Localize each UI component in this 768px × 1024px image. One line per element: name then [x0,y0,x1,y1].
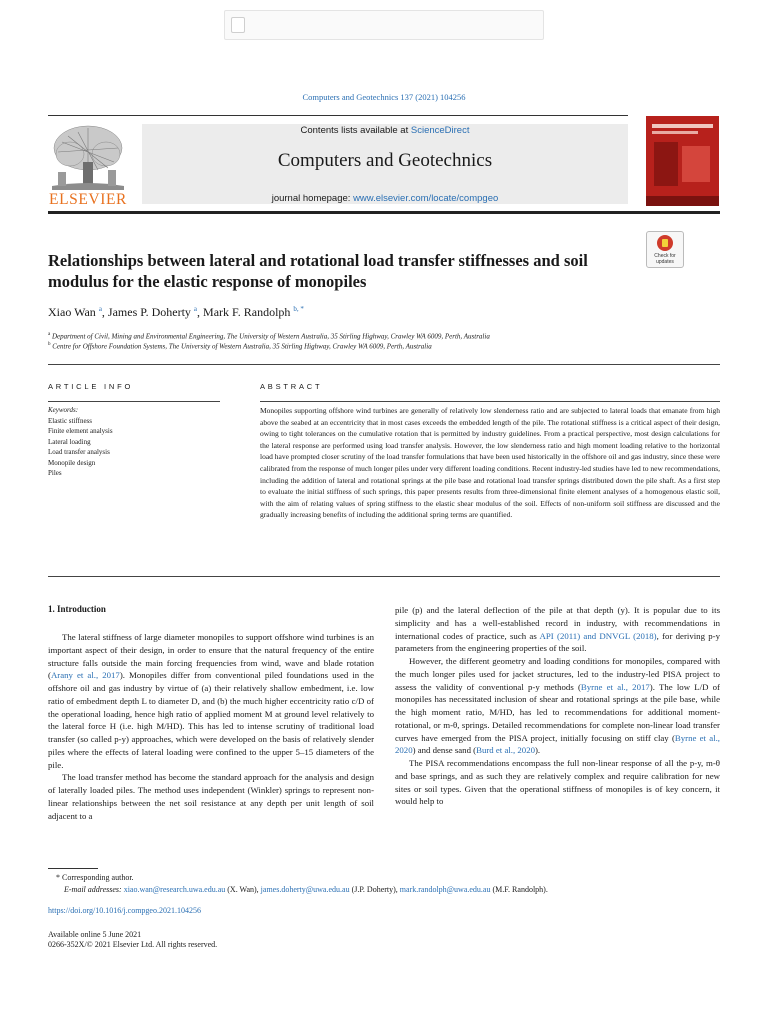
citation-link[interactable]: Byrne et al., 2020 [395,732,720,756]
citation-link[interactable]: Arany et al., 2017 [50,670,120,681]
paragraph: However, the different geometry and loading conditions for monopiles, compared with the much longer piles used for jacket structures, led to the industry-led PISA project to assess the validity of conventional p-y methods (Byrne et al., 2017). The low L/D of monopiles has necessitated inclusion of shear and rotational springs at the pile base, while the high moment ratio, M/HD, has led to recommendations for additional moment-rotational, or m-θ, springs. Detailed recommendations for complete non-linear load transfer curves have emerged from the PISA project, initially focusing on stiff clay (Byrne et al., 2020) and dense sand (Burd et al., 2020). [395,656,720,756]
citation-link[interactable]: API (2011) and DNVGL (2018) [539,630,657,641]
available-online: Available online 5 June 2021 [48,930,142,939]
contents-line [142,125,628,136]
copyright: 0266-352X/© 2021 Elsevier Ltd. All rights reserved. [48,940,218,949]
journal-homepage [142,193,628,204]
email-link[interactable]: james.doherty@uwa.edu.au [260,885,350,894]
homepage-prefix: journal homepage: [271,193,354,204]
citation-link[interactable]: Byrne et al., 2017 [580,681,650,692]
keyword: Piles [48,469,62,477]
footnote-rule [48,868,98,869]
doi-link[interactable]: https://doi.org/10.1016/j.compgeo.2021.104256 [48,906,201,915]
paragraph: pile (p) and the lateral deflection of the pile at that depth (y). It is popular due to its simplicity and has a well-established record in industry, with recommendations in international codes of practice, such as API (2011) and DNVGL (2018), for deriving p-y parameters from the engineering properties of the soil. [395,605,720,654]
abstract-heading: ABSTRACT [260,382,323,391]
keyword: Monopile design [48,458,96,467]
keywords-list [48,405,113,479]
check-updates-icon [657,235,673,251]
info-top-rule [48,364,720,365]
author-name[interactable]: James P. Doherty [107,305,191,319]
abstract-text: Monopiles supporting offshore wind turbines are generally of relatively low slenderness ratio and are subjected to lateral loads that emanate from high above the seabed at an eccentricity that in most cases exceeds the embedded length of the pile. The rotational stiffness is a critical aspect of their design, owing to tight tolerances on the cumulative rotation that is permitted by industry guidelines. From a practical perspective, most design calculations for the lateral response are performed using load transfer analysis. However, the low slenderness ratio and high moment loading relative to the horizontal load have prompted closer scrutiny of the load transfer formulations that have been used historically in the offshore oil and gas industry, since these were calibrated from the response of much longer piles under very different loading conditions. Recent industry-led studies have led to new recommendations, including the addition of lateral and rotational springs at the pile base and rotational load transfer springs distributed down the pile shaft. As a first step to evaluate the initial stiffness of such springs, this paper presents results from three-dimensional finite element analyses of a homogenous elastic soil, with the aim of relating values of spring stiffness to the elastic shear modulus of the soil. Effects of non-uniform soil stiffness are discussed and the gradually increasing benefits of including the additional spring terms are quantified. [260,406,720,520]
paragraph: The lateral stiffness of large diameter monopiles to support offshore wind turbines is an important aspect of their design, in order to ensure that the natural frequency of the entire structure falls outside the main forcing frequencies from wind, wave and blade rotation (Arany et al., 2017). Monopiles differ from conventional piled foundations used in the offshore oil and gas industry by virtue of (a) their relatively shallow embedment, i.e. low ratio of embedment depth L to diameter D, and (b) the much higher eccentricity ratio c/D of the operational loading, hence high ratio of applied moment M at ground level relatively to the lateral force H (i.e. high M/HD). This has led to intense scrutiny of traditional load transfer (so called p-y) approaches, which were developed on the basis of relatively slender piles where the effects of lateral loading were confined to the upper 5–15 diameters of the pile. [48,632,374,770]
journal-reference[interactable]: Computers and Geotechnics 137 (2021) 104256 [302,92,466,102]
keywords-label: Keywords: [48,406,79,414]
check-for-updates-button[interactable]: Check for updates [646,231,684,268]
email-link[interactable]: mark.randolph@uwa.edu.au [399,885,491,894]
affiliation: $^a$ Department of Civil, Mining and Environmental Engineering, The University of Western Australia, 35 Stirling Highway, Crawley WA 6009, Perth, Australia [48,332,490,341]
keyword: Load transfer analysis [48,448,110,456]
page-thumbnail-icon[interactable] [231,17,245,33]
abstract-rule [260,401,720,402]
publication-info [48,930,217,950]
keyword: Finite element analysis [48,427,113,435]
abstract-bottom-rule [48,576,720,577]
paragraph: The load transfer method has become the standard approach for the analysis and design of laterally loaded piles. The method uses independent (Winkler) springs to represent non-linear relationships between the net soil resistance at any depth per unit length of soil adjacent to a [48,772,374,821]
email-addresses: E-mail addresses: xiao.wan@research.uwa.edu.au (X. Wan), james.doherty@uwa.edu.au (J.P. Doherty), mark.randolph@uwa.edu.au (M.F. Randolph). [64,885,548,894]
paragraph: The PISA recommendations encompass the full non-linear response of all the p-y, m-θ and base springs, and as such they are relatively complex and require calibration for new sites or soil types. Given that the operational stiffness of monopiles is of key concern, it would help to [395,758,720,807]
body-column-left [48,631,374,822]
elsevier-wordmark[interactable]: ELSEVIER [49,191,127,208]
author-list: Xiao Wan $^a$, James P. Doherty $^a$, Mark F. Randolph $^{b, *}$ [48,305,304,319]
homepage-link[interactable]: www.elsevier.com/locate/compgeo [353,193,499,204]
viewer-toolbar [224,10,544,40]
journal-cover-image[interactable] [646,116,719,206]
header-thick-rule [48,211,720,214]
affiliation: $^b$ Centre for Offshore Foundation Systems, The University of Western Australia, 35 Stirling Highway, Crawley WA 6009, Perth, Australia [48,342,432,351]
keyword: Lateral loading [48,437,91,446]
email-link[interactable]: xiao.wan@research.uwa.edu.au [123,885,226,894]
keyword: Elastic stiffness [48,416,93,425]
author-name[interactable]: Xiao Wan [48,305,96,319]
article-info-rule [48,401,220,402]
sciencedirect-link[interactable]: ScienceDirect [410,125,470,136]
article-title: Relationships between lateral and rotational load transfer stiffnesses and soil modulus for the elastic response of monopiles [48,251,588,291]
header-rule [48,115,628,116]
corresponding-author-note: * Corresponding author. [56,873,134,882]
contents-prefix: Contents lists available at [300,125,411,136]
citation-link[interactable]: Burd et al., 2020 [476,745,535,756]
journal-title: Computers and Geotechnics [277,150,493,171]
article-info-heading: ARTICLE INFO [48,382,134,391]
body-column-right [395,604,720,808]
author-name[interactable]: Mark F. Randolph [203,305,291,319]
section-heading-introduction: 1. Introduction [48,604,106,614]
